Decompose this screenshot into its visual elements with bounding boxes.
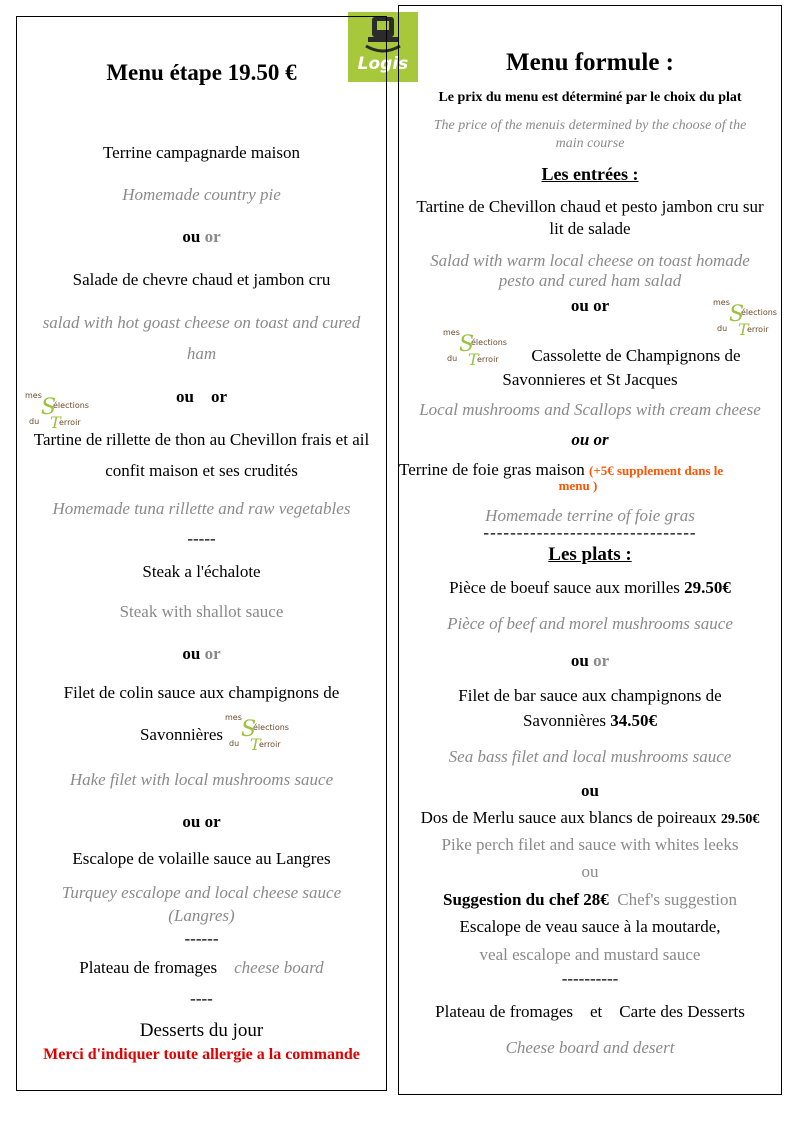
allergy-notice: Merci d'indiquer toute allergie a la commande <box>43 1046 360 1063</box>
entree-tartine-chevillon-en-1: Salad with warm local cheese on toast homade <box>430 251 750 270</box>
plat-colin-2: Savonnières <box>139 725 224 744</box>
entree-salade-en-1: salad with hot goast cheese on toast and cured <box>42 313 361 332</box>
entree-terrine-en: Homemade country pie <box>122 185 281 204</box>
plat-volaille: Escalope de volaille sauce au Langres <box>72 849 331 868</box>
plat-boeuf: Pièce de boeuf sauce aux morilles 29.50€ <box>449 578 731 597</box>
entree-cassolette-1: Cassolette de Champignons de <box>531 346 741 365</box>
entree-tartine-thon-en: Homemade tuna rillette and raw vegetables <box>52 499 351 518</box>
price-note-en-1: The price of the menuis determined by the choose of the <box>433 118 747 133</box>
plat-colin-en: Hake filet with local mushrooms sauce <box>69 770 334 789</box>
selections-terroir-badge: mes S élections du T erroir <box>225 713 289 754</box>
menu-etape-title: Menu étape 19.50 € <box>106 60 297 85</box>
or-separator: ou <box>581 781 599 800</box>
or-separator: ou or <box>182 644 221 663</box>
entree-salade-en-2: ham <box>186 344 217 363</box>
menu-etape-panel <box>16 16 387 1091</box>
fromages-desserts: Plateau de fromages et Carte des Desserts <box>435 1002 745 1021</box>
course-divider: ---- <box>190 989 213 1008</box>
entree-tartine-thon-1: Tartine de rillette de thon au Chevillon frais et ail <box>33 430 370 449</box>
chef-suggestion: Suggestion du chef 28€ Chef's suggestion <box>443 890 737 909</box>
or-separator: ou or <box>182 812 221 831</box>
plat-colin-1: Filet de colin sauce aux champignons de <box>63 683 340 702</box>
course-divider: ------ <box>184 929 219 948</box>
or-separator: ou or <box>175 387 227 406</box>
entrees-heading: Les entrées : <box>541 164 639 184</box>
course-divider: ----- <box>187 529 216 548</box>
chef-suggestion-fr: Escalope de veau sauce à la moutarde, <box>459 917 721 936</box>
selections-terroir-badge: mes S élections du T erroir <box>713 298 777 339</box>
plat-merlu: Dos de Merlu sauce aux blancs de poireaux 29.50€ <box>420 808 760 827</box>
course-divider: -------------------------------- <box>483 523 697 542</box>
plat-volaille-en-2: (Langres) <box>168 906 235 925</box>
price-note: Le prix du menu est déterminé par le choix du plat <box>438 90 742 105</box>
or-separator: ou <box>581 862 599 881</box>
plat-bar-1: Filet de bar sauce aux champignons de <box>458 686 722 705</box>
logo-text: Logis <box>357 54 409 74</box>
plat-bar-en: Sea bass filet and local mushrooms sauce <box>448 747 732 766</box>
entree-foie-gras: Terrine de foie gras maison (+5€ supplement dans le <box>399 460 724 479</box>
plats-heading: Les plats : <box>548 544 632 565</box>
fromages-desserts-en: Cheese board and desert <box>505 1038 675 1057</box>
menu-formule-panel <box>398 5 782 1095</box>
plat-steak: Steak a l'échalote <box>142 562 261 581</box>
entree-tartine-chevillon-en-2: pesto and cured ham salad <box>498 271 682 290</box>
price-note-en-2: main course <box>555 136 625 151</box>
plat-bar-2: Savonnières 34.50€ <box>522 711 658 730</box>
chef-suggestion-en: veal escalope and mustard sauce <box>479 945 701 964</box>
or-separator: ou or <box>182 227 221 246</box>
desserts-du-jour: Desserts du jour <box>139 1020 264 1041</box>
selections-terroir-badge: mes S élections du T erroir <box>25 391 89 432</box>
or-separator: ou or <box>570 296 610 315</box>
plat-steak-en: Steak with shallot sauce <box>119 602 284 621</box>
entree-cassolette-en: Local mushrooms and Scallops with cream cheese <box>419 400 761 419</box>
entree-terrine: Terrine campagnarde maison <box>102 143 301 162</box>
entree-foie-gras-en: Homemade terrine of foie gras <box>485 506 695 525</box>
foie-gras-supplement: menu ) <box>558 478 598 493</box>
menu-formule-title: Menu formule : <box>505 49 675 76</box>
course-divider: ---------- <box>561 969 619 988</box>
plat-boeuf-en: Pièce of beef and morel mushrooms sauce <box>447 614 733 633</box>
entree-tartine-chevillon-2: lit de salade <box>549 219 631 238</box>
plat-volaille-en-1: Turquey escalope and local cheese sauce <box>61 883 342 902</box>
fromages: Plateau de fromages cheese board <box>79 958 324 977</box>
entree-tartine-thon-2: confit maison et ses crudités <box>105 461 298 480</box>
plat-merlu-en: Pike perch filet and sauce with whites leeks <box>441 835 739 854</box>
selections-terroir-badge: mes S élections du T erroir <box>443 328 507 369</box>
entree-tartine-chevillon-1: Tartine de Chevillon chaud et pesto jambon cru sur <box>416 197 764 216</box>
entree-salade: Salade de chevre chaud et jambon cru <box>72 270 331 289</box>
entree-cassolette-2: Savonnieres et St Jacques <box>502 370 678 389</box>
or-separator: ou or <box>571 430 609 449</box>
or-separator: ou or <box>570 651 610 670</box>
